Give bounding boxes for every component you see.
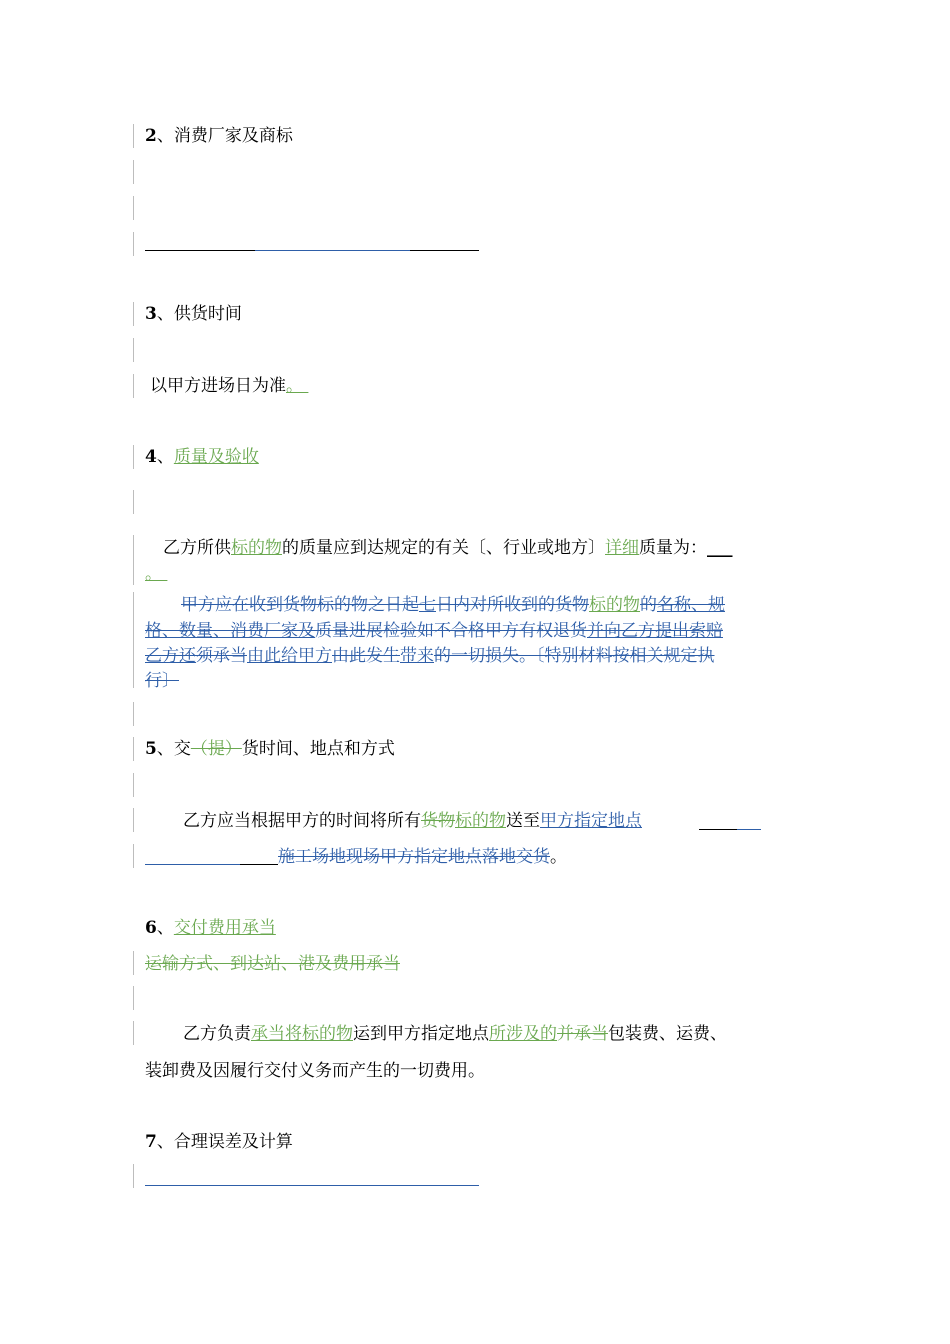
change-bar — [133, 986, 134, 1010]
fill-blank: ___ — [707, 538, 733, 558]
cost-paragraph-line2 — [145, 1060, 485, 1082]
inserted-text: 标的物 — [455, 811, 506, 831]
inserted-text: 标的物 — [589, 595, 640, 615]
body-text: 以甲方进场日为准 — [150, 376, 286, 396]
revised-text: 名称、规 — [657, 595, 725, 615]
delivery-paragraph-line2 — [278, 846, 567, 868]
blank-rule — [410, 250, 479, 251]
deleted-text: （提） — [190, 739, 242, 759]
change-bar — [133, 844, 134, 868]
cost-paragraph-line1 — [183, 1023, 727, 1045]
section-3-body — [150, 375, 308, 397]
blank-rule — [145, 1185, 479, 1186]
change-bar — [133, 592, 134, 688]
delivery-paragraph-line1 — [183, 810, 642, 832]
change-bar — [133, 196, 134, 220]
section-6-deleted-title — [145, 953, 400, 975]
deleted-text: 的一切损失。〔特别材料按相关规定执 — [434, 646, 715, 666]
inserted-space — [303, 376, 308, 396]
inserted-text: 甲方指定地点 — [540, 811, 642, 831]
revised-text: 并向乙方提出索赔 — [587, 621, 723, 641]
deleted-text: 甲方应在收到货物标的物之日起 — [181, 595, 419, 615]
revised-text: 七 — [419, 595, 436, 615]
text-run: 的质量应到达规定的有关〔、行业或地方〕 — [282, 538, 605, 558]
section-number: 3 — [145, 304, 157, 324]
inserted-text: 所涉及的 — [489, 1024, 557, 1044]
deleted-text: 由此发生 — [332, 646, 400, 666]
section-6-heading — [145, 917, 276, 939]
revised-text: 乙方还 — [145, 646, 196, 666]
revised-text: 格、数量、消费厂家及 — [145, 621, 315, 641]
section-number: 5 — [145, 739, 157, 759]
inserted-text: 详细 — [605, 538, 639, 558]
deleted-text: 质量进展检验如不合格甲方有权退货 — [315, 621, 587, 641]
blank-rule — [240, 864, 278, 865]
text-run: 、交 — [156, 739, 191, 759]
inspection-paragraph-line3 — [145, 644, 810, 669]
section-4-heading — [145, 446, 259, 468]
section-2-heading — [145, 125, 293, 147]
change-bar — [133, 773, 134, 797]
text-run: 货时间、地点和方式 — [241, 739, 395, 759]
inserted-mark: 。 — [145, 564, 162, 584]
text-run: 运到甲方指定地点 — [353, 1024, 489, 1044]
inserted-text: 由此给甲方 — [247, 646, 332, 666]
inspection-paragraph-line1 — [181, 593, 846, 618]
change-bar — [133, 374, 134, 398]
text-run: 乙方应当根据甲方的时间将所有 — [183, 811, 421, 831]
inspection-paragraph-line4 — [145, 669, 810, 694]
section-5-heading — [145, 738, 395, 760]
section-number: 4 — [145, 447, 157, 467]
text-run: 。 — [550, 847, 567, 867]
inserted-text: 标的物 — [231, 538, 282, 558]
deleted-text: 运输方式、到达站、港及费用承当 — [145, 954, 400, 974]
section-number: 7 — [145, 1132, 157, 1152]
section-number: 6 — [145, 918, 157, 938]
inserted-mark: 。 — [286, 376, 303, 396]
inserted-text: 承当将标的物 — [251, 1024, 353, 1044]
text-run: 质量为： — [639, 538, 707, 558]
quality-paragraph-line1 — [163, 537, 733, 559]
inspection-paragraph-line2 — [145, 619, 810, 644]
quality-paragraph-line2 — [145, 563, 167, 585]
text-run: 乙方所供 — [163, 538, 231, 558]
text-run: 包装费、运费、 — [608, 1024, 727, 1044]
change-bar — [133, 338, 134, 362]
blank-rule — [737, 829, 761, 830]
deleted-text: 日内对所收到的货物 — [436, 595, 589, 615]
blank-rule — [699, 829, 737, 830]
blank-rule — [145, 864, 240, 865]
change-bar — [133, 1021, 134, 1045]
section-3-heading — [145, 303, 242, 325]
deleted-text: 须承当 — [196, 646, 247, 666]
section-title: 、供货时间 — [156, 304, 242, 324]
deleted-text: 并承当 — [557, 1024, 608, 1044]
inserted-space — [162, 564, 167, 584]
change-bar — [133, 737, 134, 761]
change-bar — [133, 445, 134, 469]
change-bar — [133, 124, 134, 148]
change-bar — [133, 232, 134, 256]
section-7-heading — [145, 1131, 293, 1153]
section-number: 2 — [145, 126, 157, 146]
section-sep: 、 — [156, 918, 174, 938]
text-run: 送至 — [506, 811, 540, 831]
change-bar — [133, 808, 134, 832]
change-bar — [133, 160, 134, 184]
section-title: 质量及验收 — [173, 447, 259, 467]
deleted-text: 货物 — [421, 811, 455, 831]
section-title: 、合理误差及计算 — [156, 1132, 293, 1152]
deleted-text: 施工场地现场甲方指定地点落地交货 — [278, 847, 550, 867]
inserted-text: 带来 — [400, 646, 434, 666]
change-bar — [133, 951, 134, 975]
change-bar — [133, 1164, 134, 1188]
text-run: 装卸费及因履行交付义务而产生的一切费用。 — [145, 1061, 485, 1081]
blank-rule — [255, 250, 410, 251]
change-bar — [133, 490, 134, 514]
section-title: 交付费用承当 — [173, 918, 276, 938]
section-sep: 、 — [156, 447, 174, 467]
change-bar — [133, 702, 134, 726]
deleted-text: 的 — [640, 595, 657, 615]
change-bar — [133, 535, 134, 585]
deleted-text: 行〕 — [145, 671, 179, 691]
change-bar — [133, 302, 134, 326]
text-run: 乙方负责 — [183, 1024, 251, 1044]
section-title: 、消费厂家及商标 — [156, 126, 293, 146]
blank-rule — [145, 250, 255, 251]
